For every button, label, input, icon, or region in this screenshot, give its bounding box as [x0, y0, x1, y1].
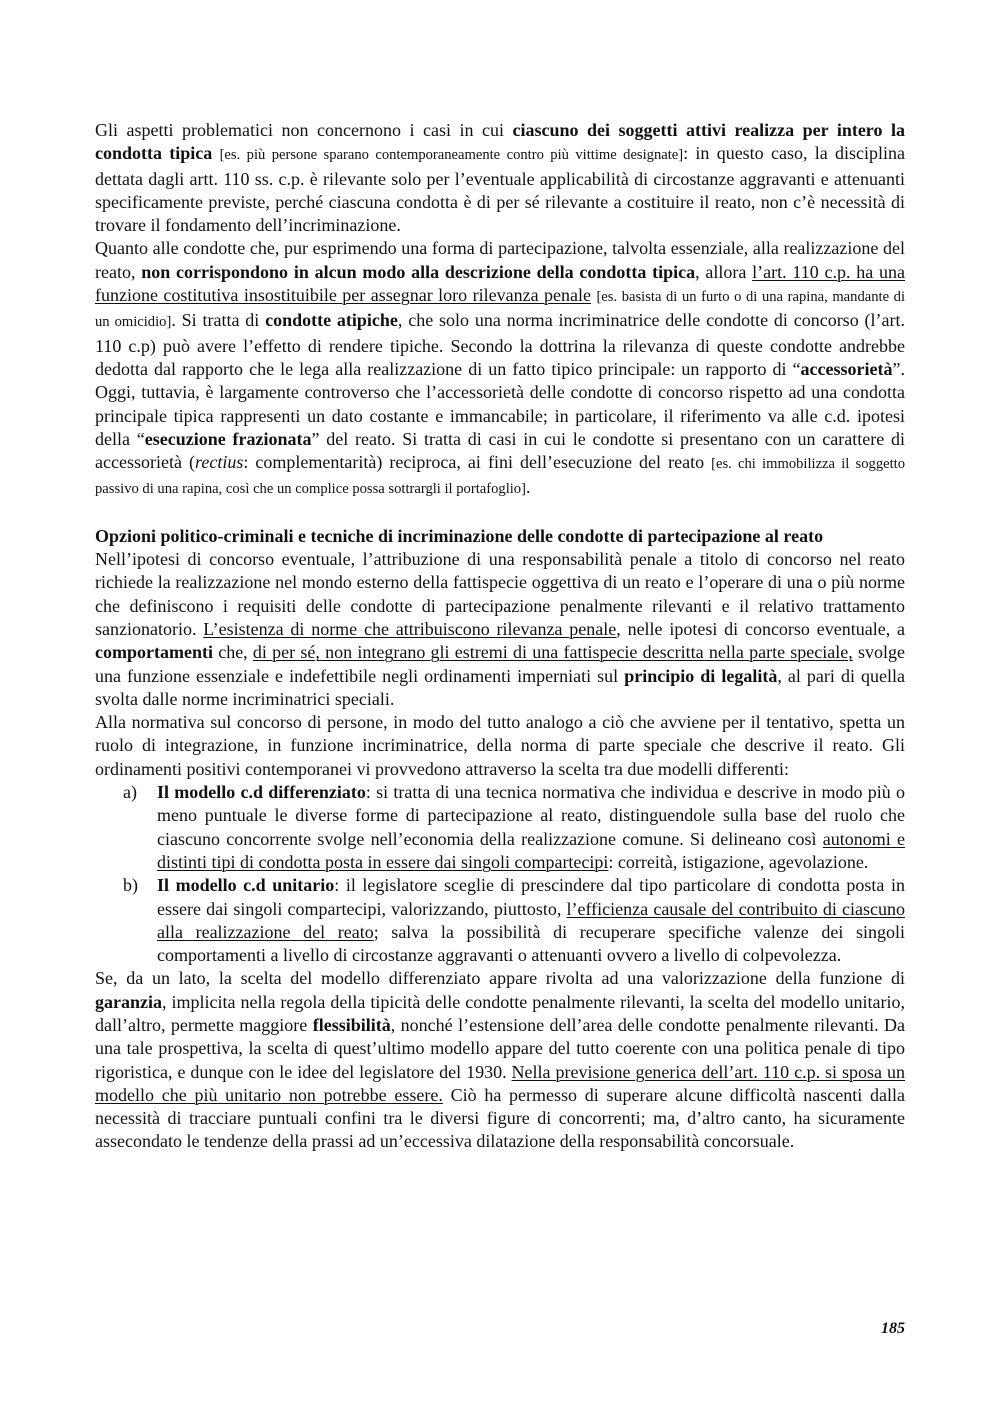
- text: : si tratta di una tecnica normativa che individua e descrive in modo più o meno puntuale le diverse forme di partecipazione al reato, distinguendole sulla base del ruolo che ciascuno concorrente svolge nell’economia della realizzazione comune. Si delineano così: [157, 782, 906, 849]
- bold-text: esecuzione frazionata: [144, 428, 312, 449]
- text: Gli aspetti problematici non concernono i casi in cui: [95, 120, 513, 140]
- text: , allora: [695, 261, 753, 282]
- bold-text: garanzia: [95, 991, 162, 1012]
- text: .: [525, 477, 531, 498]
- text: che,: [212, 642, 253, 663]
- bold-text: ciascuno dei soggetti attivi realizza per intero la condotta tipica: [95, 120, 905, 164]
- paragraph-4: Alla normativa sul concorso di persone, in modo del tutto analogo a ciò che avviene per il tentativo, spetta un ruolo di integrazione, in funzione incriminatrice, della norma di parte speciale che descrive il reato. Gli ordinamenti positivi contemporanei vi provvedono attraverso la scelta tra due modelli differenti:: [95, 712, 905, 779]
- paragraph-5: [95, 967, 905, 1153]
- text: : correità, istigazione, agevolazione.: [608, 851, 869, 872]
- underlined-text: di per sé, non integrano gli estremi di una fattispecie descritta nella parte speciale,: [252, 642, 853, 663]
- text: Nell’ipotesi di concorso eventuale, l’attribuzione di una responsabilità penale a titolo di concorso nel reato richiede la realizzazione nel mondo esterno della fattispecie oggettiva di un reato e l’operare di una o più norme che definiscono i requisiti delle condotte di partecipazione penalmente rilevanti e il relativo trattamento sanzionatorio.: [95, 549, 905, 639]
- text: , che solo una norma incriminatrice delle condotte di concorso (l’art. 110 c.p) può avere l’effetto di rendere tipiche. Secondo la dottrina la rilevanza di queste condotte andrebbe dedotta dal rapporto che le lega alla realizzazione di un fatto tipico principale: un rapporto di “: [95, 310, 905, 379]
- underlined-text: L’esistenza di norme che attribuiscono rilevanza penale: [203, 618, 617, 639]
- list-item: [95, 874, 905, 967]
- text: ; salva la possibilità di recuperare specifiche valenze dei singoli comportamenti a livello di circostanze aggravanti o attenuanti ovvero a livello di colpevolezza.: [157, 921, 905, 966]
- text: ”. Oggi, tuttavia, è largamente controverso che l’accessorietà delle condotte di concorso rispetto ad una condotta principale tipica rappresenti un dato costante e immancabile; in particolare, il riferimento va alle c.d. ipotesi della “: [95, 358, 905, 449]
- bold-text: non corrispondono in alcun modo alla descrizione della condotta tipica: [141, 261, 696, 282]
- text: , implicita nella regola della tipicità delle condotte penalmente rilevanti, la scelta del modello unitario, dall’altro, permette maggiore: [95, 991, 905, 1035]
- text: , nonché l’estensione dell’area delle condotte penalmente rilevanti. Da una tale prospettiva, la scelta di quest’ultimo modello appare del tutto coerente con una politica penale di tipo rigoristica, e dunque con le idee del legislatore del 1930.: [95, 1014, 905, 1082]
- page-number: 185: [881, 1320, 905, 1337]
- underlined-text: Nella previsione generica dell’art. 110 c.p. si sposa un modello che più unitario non potrebbe essere.: [95, 1061, 905, 1105]
- list-item: [95, 781, 905, 874]
- text: : il legislatore sceglie di prescindere dal tipo particolare di condotta posta in essere dai singoli compartecipi, valorizzando, piuttosto,: [157, 875, 905, 919]
- text: , nelle ipotesi di concorso eventuale, a: [616, 618, 905, 639]
- text: : in questo caso, la disciplina dettata dagli artt. 110 ss. c.p. è rilevante solo per l’eventuale applicabilità di circostanze aggravanti e attenuanti specificamente previste, perché ciascuna condotta è di per sé rilevante a costituire il reato, non c’è necessità di trovare il fondamento dell’incriminazione.: [95, 143, 905, 236]
- section-heading: Opzioni politico-criminali e tecniche di incriminazione delle condotte di partecipazione al reato: [95, 525, 824, 546]
- underlined-text: autonomi e distinti tipi di condotta posta in essere dai singoli compartecipi: [157, 828, 905, 872]
- list-marker: a): [123, 782, 137, 803]
- paragraph-gap: [95, 502, 905, 525]
- paragraph-2: [95, 237, 905, 501]
- bold-text: condotte atipiche: [265, 310, 398, 331]
- page-body: [95, 119, 905, 1154]
- text: Ciò ha permesso di superare alcune difficoltà nascenti dalla necessità di tracciare puntuali confini tra le diversi figure di concorrenti; ma, d’altro canto, ha sicuramente assecondato le tendenze della prassi ad un’eccessiva dilatazione della responsabilità concorsuale.: [95, 1084, 906, 1152]
- list-item-text: [157, 781, 905, 874]
- text: ” del reato. Si tratta di casi in cui le condotte si presentano con un carattere di accessorietà (: [95, 428, 905, 473]
- underlined-text: l’efficienza causale del contribuito di ciascuno alla realizzazione del reato: [157, 898, 905, 942]
- bold-text: comportamenti: [95, 642, 213, 663]
- italic-text: rectius: [195, 452, 244, 473]
- models-list: [95, 781, 905, 967]
- bold-text: Il modello c.d unitario: [157, 875, 335, 896]
- example-note: [es. basista di un furto o di una rapina, mandante di un omicidio]: [95, 289, 906, 331]
- example-note: [es. chi immobilizza il soggetto passivo di una rapina, così che un complice possa sottrargli il portafoglio]: [95, 456, 905, 498]
- example-note: [es. più persone sparano contemporaneamente contro più vittime designate]: [219, 147, 684, 164]
- text: . Si tratta di: [171, 310, 266, 331]
- bold-text: Il modello c.d differenziato: [157, 782, 366, 803]
- list-item-text: [157, 874, 905, 967]
- list-marker: b): [123, 875, 138, 896]
- paragraph-3: [95, 548, 905, 711]
- text: Quanto alle condotte che, pur esprimendo una forma di partecipazione, talvolta essenziale, alla realizzazione del reato,: [95, 238, 905, 282]
- paragraph-1: [95, 119, 905, 237]
- text: svolge una funzione essenziale e indefettibile negli ordinamenti imperniati sul: [95, 642, 905, 686]
- text: : complementarità) reciproca, ai fini dell’esecuzione del reato: [243, 452, 712, 473]
- bold-text: principio di legalità: [624, 665, 778, 686]
- text: Se, da un lato, la scelta del modello differenziato appare rivolta ad una valorizzazione della funzione di: [95, 968, 905, 989]
- bold-text: accessorietà: [800, 358, 893, 379]
- text: , al pari di quella svolta dalle norme incriminatrici speciali.: [95, 665, 905, 709]
- text: [212, 143, 219, 163]
- bold-text: flessibilità: [312, 1014, 391, 1035]
- underlined-text: l’art. 110 c.p. ha una funzione costitutiva insostituibile per assegnar loro rilevanza penale: [95, 261, 905, 306]
